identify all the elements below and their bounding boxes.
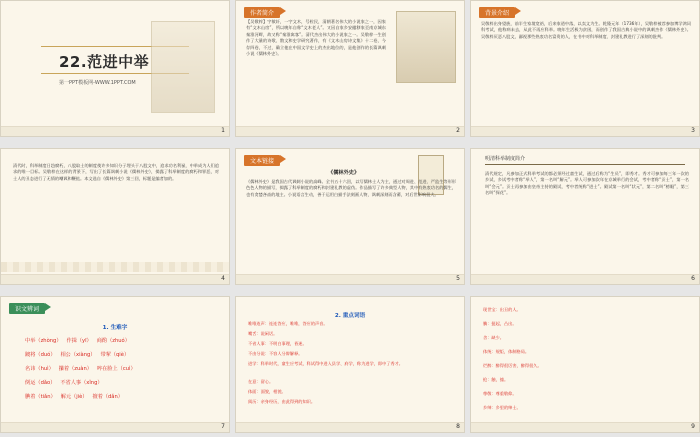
slide-thumbnail-1[interactable]	[0, 0, 230, 137]
slide-footer	[1, 422, 229, 432]
slide-footer	[471, 126, 699, 136]
landscape-painting	[151, 21, 215, 113]
slide-footer	[471, 274, 699, 284]
section-tag: 作者简介	[244, 7, 280, 18]
slide-number: 9	[691, 423, 695, 430]
section-heading: 2. 重点词语	[334, 313, 366, 319]
vocab-item: 舍：缺少。	[483, 335, 504, 340]
slide-footer	[1, 274, 229, 284]
section-tag: 背景介绍	[479, 7, 515, 18]
vocab-item: 现世宝：出丑的人。	[483, 307, 521, 312]
vocab-item: 嘴舌：说闲话。	[248, 331, 278, 336]
vocab-item: 不由分说：不容人分辩解释。	[248, 351, 303, 356]
vocab-item: 不省人事：不明白事理，昏迷。	[248, 341, 307, 346]
slide-thumbnail-9[interactable]	[470, 296, 700, 433]
slide-thumbnail-6[interactable]	[470, 148, 700, 285]
vocab-row: 名讳（huì） 攥着（zuàn） 啐在脸上（cuì）	[25, 366, 136, 372]
slide-number: 7	[221, 423, 225, 430]
vocab-item: 烂醉：醉得很厉害，醉得很久。	[483, 363, 542, 368]
slide-body: 吴敬梓出身望族，前半生家境宽裕，后来家道中落，以卖文为生。乾隆元年（1736年），吴敬梓被荐参加博学鸿词科考试，他称病未去，从此不再应科举。晚年生活极为贫困，而创作了我国古典小说中的讽刺杰作《儒林外史》。吴敬梓厌恶八股文，鄙视那些热衷功名富贵的人，在书中对科举制度、封建礼教进行了深刻的批判。	[481, 21, 691, 39]
slide-number: 2	[456, 127, 460, 134]
vocab-row: 倒运（dǎo） 不省人事（xǐng）	[25, 380, 103, 386]
slide-footer	[236, 422, 464, 432]
decorative-stripes	[1, 262, 229, 272]
vocab-item: 腆：挺起，凸出。	[483, 321, 517, 326]
slide-thumbnail-2[interactable]	[235, 0, 465, 137]
section-tag: 识文辨词	[9, 303, 45, 314]
slide-body: 【吴敬梓】字敏轩，一字文木，号粒民，清朝著名伟大的小说家之一，因家有“文木山房”，所以晚年自称“文木老人”。又因自家乡安徽移家至南京城东秦淮河畔，故又称“秦淮寓客”。清代杰出伟大的小说家之一。吴敬梓一生创作了大量的诗歌、散文和史学研究著作，有《文木山房诗文集》十二卷，今存四卷，不过，确立他在中国文学史上的杰出地位的，是他创作的长篇讽刺小说《儒林外史》。	[246, 19, 386, 57]
slide-subtitle: 第一PPT模板网-WWW.1PPT.COM	[59, 80, 136, 86]
vocab-item: 乡绅：乡里的绅士。	[483, 405, 521, 410]
slide-number: 8	[456, 423, 460, 430]
vocab-item: 阅历：亲身经历，由此得到的知识。	[248, 399, 316, 404]
slide-number: 1	[221, 127, 225, 134]
slide-title: 22.范进中举	[59, 53, 150, 71]
slide-number: 5	[456, 275, 460, 282]
slide-footer	[471, 422, 699, 432]
author-portrait	[396, 11, 456, 83]
vocab-row: 中举（zhòng） 作揖（yī） 商酌（zhuó）	[25, 338, 130, 344]
slide-thumbnail-7[interactable]	[0, 296, 230, 433]
slide-subtitle: 《儒林外史》	[328, 170, 360, 176]
slide-footer	[236, 274, 464, 284]
slide-body: 清代规定，凡参加正式科举考试的都必须经过童生试，通过后称为“生员”，即秀才。秀才可参加每三年一次的乡试，乡试考中者称“举人”，第一名叫“解元”。举人可参加次年在京城举行的会试，考中者称“贡士”，第一名叫“会元”。贡士再参加由皇帝主持的殿试，考中者统称“进士”。殿试第一名叫“状元”，第二名叫“榜眼”，第三名叫“探花”。	[485, 171, 689, 196]
slide-body: 《儒林外史》是我国古代讽刺小说的高峰。全书五十六回，以写儒林士人为主，通过对周进、范进、严监生等形形色色人物的描写，揭露了科举制度的腐朽和封建礼教的虚伪。作品描写了许多典型人物，其中有热衷功名的儒生，也有贪婪吝啬的地主。小说语言生动，善于运用白描手法刻画人物，讽刺深刻而含蓄，对后世影响很大。	[246, 179, 456, 197]
slide-header: 明清科举制度简介	[485, 155, 685, 165]
vocab-item: 体面：面貌，相貌。	[248, 389, 286, 394]
vocab-row: 踱将（duó） 相公（xiàng） 带挈（qiè）	[25, 352, 130, 358]
section-heading: 1. 生难字	[102, 325, 128, 331]
vocab-item: 唯唯连声：连连答应，唯唯，答应的声音。	[248, 321, 328, 326]
slide-number: 6	[691, 275, 695, 282]
vocab-item: 抢：触，撞。	[483, 377, 509, 382]
vocab-item: 在意：留心。	[248, 379, 274, 384]
slide-number: 4	[221, 275, 225, 282]
slide-thumbnail-5[interactable]	[235, 148, 465, 285]
vocab-item: 进学：科举时代，童生应考试，科试得中进入县学、府学，称为进学，即中了秀才。	[248, 361, 403, 366]
slide-thumbnail-3[interactable]	[470, 0, 700, 137]
slide-body: 清代时，科举制度日趋腐朽，八股取士的制度使许多知识分子埋头于八股文中，追求功名利禄，中举成为人们追求的唯一目标。吴敬梓在这样的背景下，写出了长篇讽刺小说《儒林外史》，揭露了科举制度的腐朽和罪恶，对士人的丑态进行了无情的嘲讽和鞭挞。本文选自《儒林外史》第三回，标题是编者加的。	[13, 163, 219, 181]
section-tag: 文本链接	[244, 155, 280, 166]
slide-thumbnail-4[interactable]	[0, 148, 230, 285]
slide-footer	[1, 126, 229, 136]
vocab-item: 体统：规矩，体制格局。	[483, 349, 530, 354]
slide-number: 3	[691, 127, 695, 134]
slide-footer	[236, 126, 464, 136]
vocab-row: 腆着（tiǎn） 解元（jiè） 擅着（dǎn）	[25, 394, 123, 400]
slide-thumbnail-8[interactable]	[235, 296, 465, 433]
vocab-item: 尊敬：尊重敬仰。	[483, 391, 517, 396]
